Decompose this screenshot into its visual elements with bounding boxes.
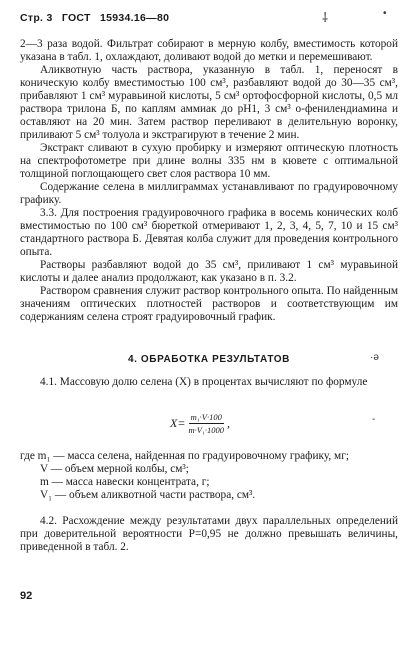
formula-lhs: X= — [170, 416, 186, 430]
standard-label: ГОСТ — [61, 12, 91, 24]
definitions-list — [20, 450, 398, 502]
paragraph: Содержание селена в миллиграммах устанавливают по градуировочному графику. — [20, 181, 398, 206]
section-heading: 4. ОБРАБОТКА РЕЗУЛЬТАТОВ — [128, 354, 290, 365]
paragraph: 2—3 раза водой. Фильтрат собирают в мерную колбу, вместимость которой указана в табл. 1, охлаждают, доливают водой до метки и перемешивают. — [20, 38, 398, 63]
page-header — [20, 12, 175, 24]
paragraph: 4.2. Расхождение между результатами двух параллельных определений при доверительной вероятности P=0,95 не должно превышать величины, приведенной в табл. 2. — [20, 515, 398, 553]
scan-mark: ·ə — [370, 352, 379, 363]
formula-denominator: m·V₁·1000 — [188, 425, 224, 435]
section-final — [20, 515, 398, 554]
standard-number: 15934.16—80 — [99, 12, 170, 24]
scan-mark: • — [383, 8, 387, 19]
definition: V — объем мерной колбы, см³; — [40, 463, 189, 475]
formula-tail: , — [226, 416, 230, 430]
scan-mark: - — [372, 414, 376, 425]
section-intro — [20, 376, 398, 389]
paragraph: Аликвотную часть раствора, указанную в табл. 1, переносят в коническую колбу вместимостью 100 см³, разбавляют водой до 30—35 см³, прибавляют 1 см³ муравьиной кислоты, 5 см³ ортофосфорной кислоты, 0,5 мл раствора трилона Б, по каплям аммиак до рН1, 3 см³ о-фенилендиамина и оставляют на 20 мин. Затем раствор переливают в делительную воронку, приливают 5 см³ толуола и экстрагируют в течение 2 мин. — [20, 64, 398, 141]
scan-mark: ⸸ — [322, 10, 329, 25]
formula-numerator: m₁·V·100 — [190, 412, 222, 422]
paragraph: Растворы разбавляют водой до 35 см³, приливают 1 см³ муравьиной кислоты и далее анализ продолжают, как указано в п. 3.2. — [20, 259, 398, 284]
body-top — [20, 38, 398, 324]
paragraph: Раствором сравнения служит раствор контрольного опыта. По найденным значениям оптических плотностей растворов и соответствующим им содержаниям селена строят градуировочный график. — [20, 285, 398, 323]
formula-fraction — [188, 412, 224, 435]
definition: V₁ — объем аликвотной части раствора, см³. — [40, 489, 256, 501]
paragraph: 4.1. Массовую долю селена (X) в процентах вычисляют по формуле — [40, 376, 368, 388]
definition: где m₁ — масса селена, найденная по градуировочному графику, мг; — [20, 450, 349, 462]
page-number: 92 — [20, 590, 33, 602]
paragraph: 3.3. Для построения градуировочного графика в восемь конических колб вместимостью по 100 см³ бюреткой отмеривают 1, 2, 3, 4, 5, 7, 10 и 15 см³ стандартного раствора Б. Девятая колба служит для проведения контрольного опыта. — [20, 207, 398, 258]
paragraph: Экстракт сливают в сухую пробирку и измеряют оптическую плотность на спектрофотометре при длине волны 335 нм в кювете с оптимальной толщиной поглощающего свет слоя раствора 10 мм. — [20, 142, 398, 180]
formula — [170, 412, 230, 435]
page-label: Стр. 3 — [20, 12, 53, 24]
definition: m — масса навески концентрата, г; — [40, 476, 210, 488]
